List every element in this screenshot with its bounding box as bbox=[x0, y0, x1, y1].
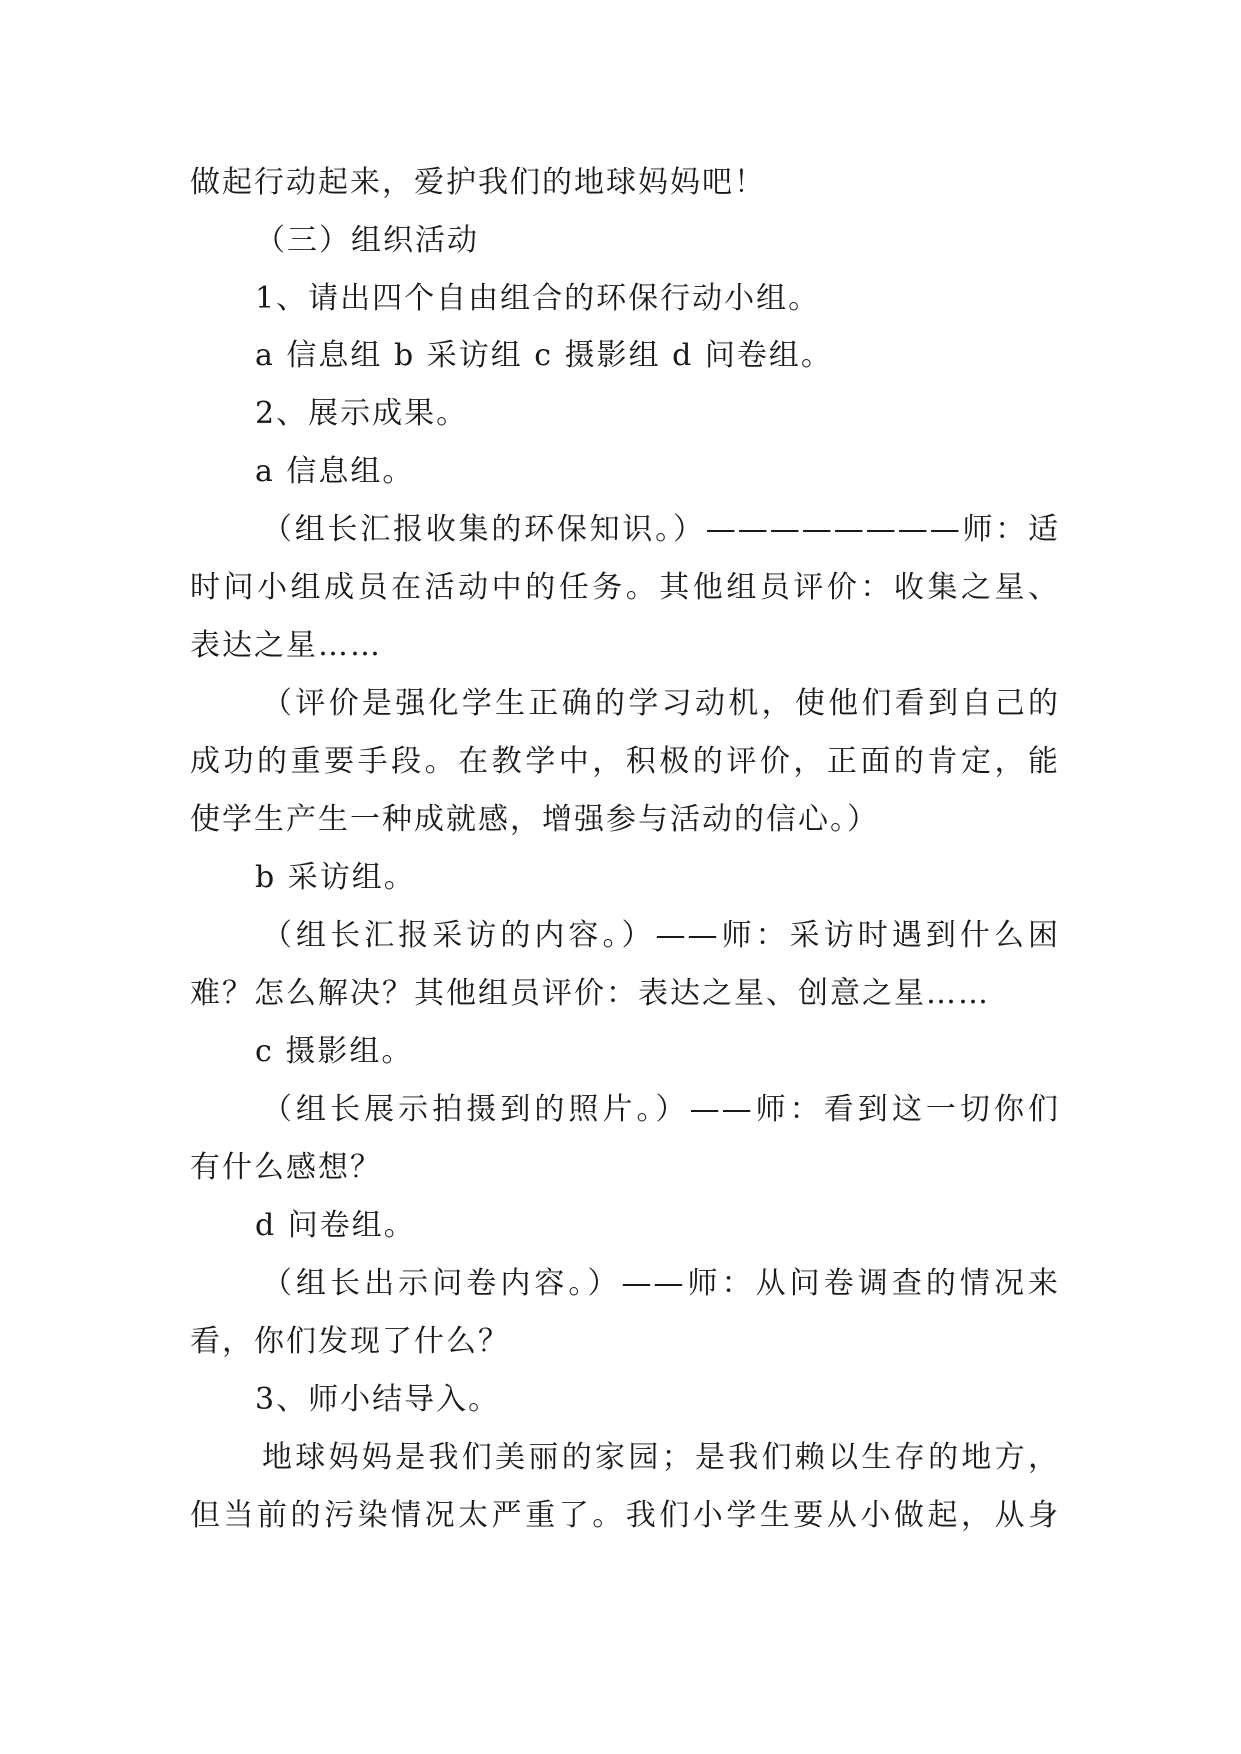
paragraph-line: c 摄影组。 bbox=[255, 1034, 414, 1069]
paragraph-line: 时问小组成员在活动中的任务。其他组员评价：收集之星、 bbox=[190, 570, 1060, 605]
paragraph-line: 做起行动起来，爱护我们的地球妈妈吧！ bbox=[190, 165, 766, 200]
paragraph-line: a 信息组 b 采访组 c 摄影组 d 问卷组。 bbox=[255, 338, 833, 373]
paragraph-line: 表达之星…… bbox=[190, 628, 382, 663]
paragraph-line: （组长出示问卷内容。）——师：从问卷调查的情况来 bbox=[262, 1266, 1060, 1301]
section-heading: （三）组织活动 bbox=[255, 223, 479, 258]
paragraph-line: 有什么感想？ bbox=[190, 1150, 382, 1185]
paragraph-line: 地球妈妈是我们美丽的家园；是我们赖以生存的地方， bbox=[262, 1440, 1060, 1475]
paragraph-line: b 采访组。 bbox=[255, 860, 416, 895]
paragraph-line: a 信息组。 bbox=[255, 454, 415, 489]
paragraph-line: 成功的重要手段。在教学中，积极的评价，正面的肯定，能 bbox=[190, 744, 1060, 779]
paragraph-line: d 问卷组。 bbox=[255, 1208, 416, 1243]
paragraph-line: 3、师小结导入。 bbox=[255, 1382, 501, 1417]
paragraph-line: （组长展示拍摄到的照片。）——师：看到这一切你们 bbox=[262, 1092, 1060, 1127]
paragraph-line: 看，你们发现了什么？ bbox=[190, 1324, 510, 1359]
paragraph-line: 难？怎么解决？其他组员评价：表达之星、创意之星…… bbox=[190, 976, 990, 1011]
paragraph-line: 但当前的污染情况太严重了。我们小学生要从小做起，从身 bbox=[190, 1498, 1060, 1533]
paragraph-line: 2、展示成果。 bbox=[255, 396, 469, 431]
paragraph-line: 使学生产生一种成就感，增强参与活动的信心。） bbox=[190, 802, 879, 837]
paragraph-line: （评价是强化学生正确的学习动机，使他们看到自己的 bbox=[262, 686, 1060, 721]
paragraph-line: （组长汇报收集的环保知识。）————————师：适 bbox=[262, 512, 1060, 547]
paragraph-line: 1、请出四个自由组合的环保行动小组。 bbox=[255, 281, 821, 316]
paragraph-line: （组长汇报采访的内容。）——师：采访时遇到什么困 bbox=[262, 918, 1060, 953]
